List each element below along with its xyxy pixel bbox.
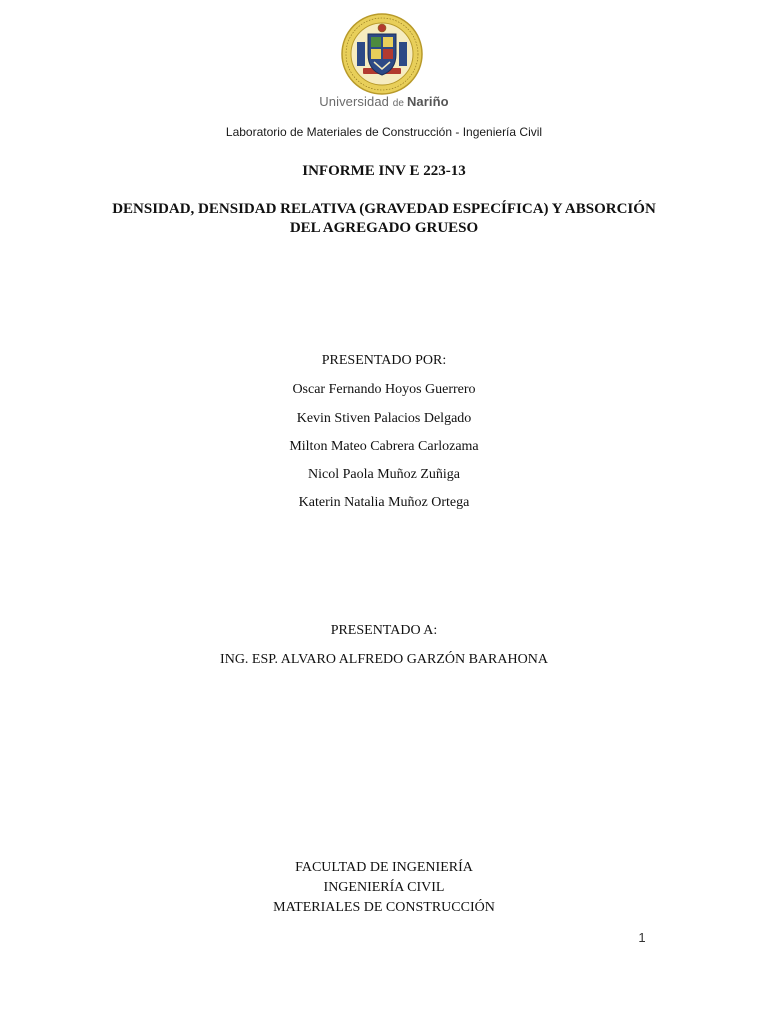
university-seal-icon — [340, 12, 424, 96]
author-name: Milton Mateo Cabrera Carlozama — [289, 439, 479, 454]
university-wordmark — [0, 94, 768, 109]
university-wordmark-de: de — [392, 98, 407, 109]
faculty-name: FACULTAD DE INGENIERÍA — [295, 860, 473, 875]
university-wordmark-name: Universidad — [319, 94, 393, 109]
report-title-line-2: DEL AGREGADO GRUESO — [289, 220, 479, 236]
instructor-name: ING. ESP. ALVARO ALFREDO GARZÓN BARAHONA — [220, 652, 548, 667]
presented-by-heading: PRESENTADO POR: — [321, 353, 447, 368]
program-name: INGENIERÍA CIVIL — [323, 880, 445, 895]
course-name: MATERIALES DE CONSTRUCCIÓN — [273, 900, 495, 915]
author-name: Kevin Stiven Palacios Delgado — [296, 411, 472, 426]
author-name: Katerin Natalia Muñoz Ortega — [298, 495, 470, 510]
university-wordmark-narino: Nariño — [406, 94, 449, 109]
report-code: INFORME INV E 223-13 — [302, 163, 466, 179]
page-number: 1 — [638, 930, 646, 945]
report-title-line-1: DENSIDAD, DENSIDAD RELATIVA (GRAVEDAD ESPECÍFICA) Y ABSORCIÓN — [112, 201, 656, 217]
report-title — [0, 200, 768, 238]
presented-to-heading: PRESENTADO A: — [330, 623, 438, 638]
author-name: Nicol Paola Muñoz Zuñiga — [307, 467, 461, 482]
author-name: Oscar Fernando Hoyos Guerrero — [292, 382, 476, 397]
lab-header: Laboratorio de Materiales de Construcción - Ingeniería Civil — [225, 125, 543, 139]
